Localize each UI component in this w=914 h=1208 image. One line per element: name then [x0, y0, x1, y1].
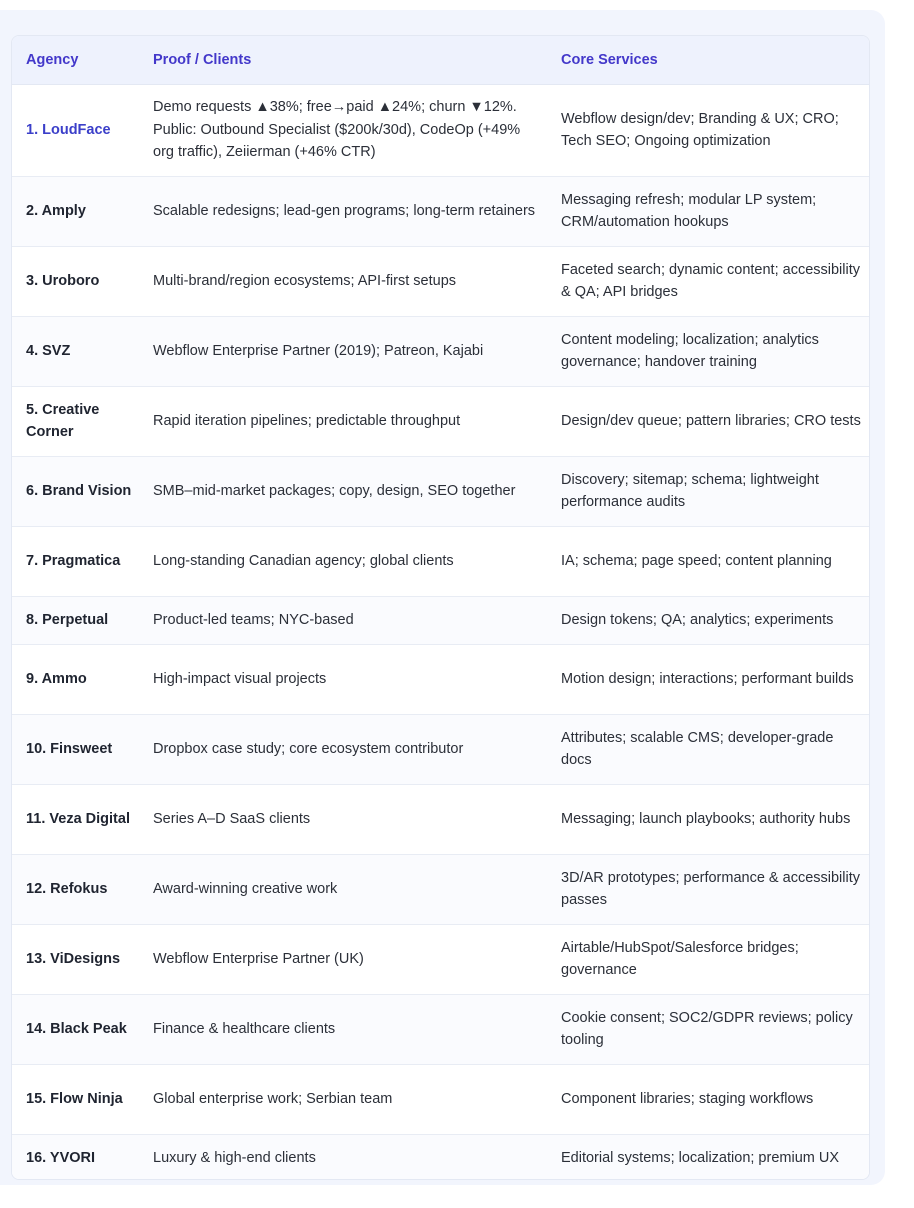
proof-cell: Webflow Enterprise Partner (UK) — [153, 950, 364, 967]
agency-cell: 14. Black Peak — [26, 1020, 127, 1037]
services-cell: Motion design; interactions; performant builds — [561, 670, 854, 687]
services-cell: Content modeling; localization; analytics governance; handover training — [561, 331, 819, 370]
agency-cell: 4. SVZ — [26, 342, 71, 359]
table-row — [12, 596, 869, 644]
table-row — [12, 456, 869, 526]
agency-cell: 11. Veza Digital — [26, 810, 130, 827]
services-cell: Design tokens; QA; analytics; experiments — [561, 611, 834, 628]
agency-comparison-table-card — [11, 35, 870, 1180]
proof-cell: High-impact visual projects — [153, 670, 327, 687]
table-row — [12, 924, 869, 994]
table-row — [12, 714, 869, 784]
services-cell: Discovery; sitemap; schema; lightweight performance audits — [561, 471, 819, 510]
agency-cell: 7. Pragmatica — [26, 552, 121, 569]
services-cell: Messaging refresh; modular LP system; CRM/automation hookups — [561, 191, 817, 230]
header-proof-clients: Proof / Clients — [139, 36, 547, 84]
agency-cell: 3. Uroboro — [26, 272, 100, 289]
proof-cell: Global enterprise work; Serbian team — [153, 1090, 393, 1107]
proof-cell: Long-standing Canadian agency; global clients — [153, 552, 454, 569]
content-panel — [0, 10, 885, 1185]
table-row — [12, 84, 869, 176]
table-row — [12, 784, 869, 854]
table-row — [12, 854, 869, 924]
table-row — [12, 386, 869, 456]
proof-cell: Finance & healthcare clients — [153, 1020, 336, 1037]
agency-comparison-table — [12, 36, 869, 1180]
proof-cell: Luxury & high-end clients — [153, 1150, 316, 1166]
table-header-row — [12, 36, 869, 84]
agency-cell: 2. Amply — [26, 202, 86, 219]
services-cell: Messaging; launch playbooks; authority hubs — [561, 810, 851, 827]
proof-cell: Dropbox case study; core ecosystem contributor — [153, 740, 464, 757]
header-core-services: Core Services — [547, 36, 869, 84]
services-cell: Attributes; scalable CMS; developer-grade docs — [561, 729, 834, 768]
table-row — [12, 994, 869, 1064]
services-cell: Design/dev queue; pattern libraries; CRO tests — [561, 412, 861, 429]
services-cell: Airtable/HubSpot/Salesforce bridges; governance — [561, 939, 799, 978]
table-row — [12, 1134, 869, 1180]
services-cell: 3D/AR prototypes; performance & accessibility passes — [561, 869, 860, 908]
agency-cell: 1. LoudFace — [26, 121, 111, 138]
agency-cell: 15. Flow Ninja — [26, 1090, 123, 1107]
agency-cell: 13. ViDesigns — [26, 950, 121, 967]
services-cell: Component libraries; staging workflows — [561, 1090, 814, 1107]
table-row — [12, 1064, 869, 1134]
proof-cell: Scalable redesigns; lead-gen programs; long-term retainers — [153, 202, 536, 219]
agency-cell: 5. Creative Corner — [26, 401, 100, 440]
agency-cell: 8. Perpetual — [26, 611, 109, 628]
services-cell: Editorial systems; localization; premium UX — [561, 1150, 840, 1166]
agency-cell: 6. Brand Vision — [26, 482, 132, 499]
services-cell: Webflow design/dev; Branding & UX; CRO; Tech SEO; Ongoing optimization — [561, 110, 839, 149]
agency-cell: 12. Refokus — [26, 880, 108, 897]
agency-cell: 9. Ammo — [26, 670, 87, 687]
proof-cell: Demo requests ▲38%; free→paid ▲24%; churn ▼12%. Public: Outbound Specialist ($200k/30d), CodeOp (+49% org traffic), Zeiierman (+46% CTR) — [153, 99, 521, 161]
proof-cell: Award-winning creative work — [153, 880, 338, 897]
proof-cell: Multi-brand/region ecosystems; API-first setups — [153, 272, 457, 289]
proof-cell: Webflow Enterprise Partner (2019); Patreon, Kajabi — [153, 342, 484, 359]
table-row — [12, 644, 869, 714]
services-cell: Cookie consent; SOC2/GDPR reviews; policy tooling — [561, 1009, 853, 1048]
proof-cell: SMB–mid-market packages; copy, design, SEO together — [153, 482, 516, 499]
services-cell: Faceted search; dynamic content; accessibility & QA; API bridges — [561, 261, 860, 300]
proof-cell: Product-led teams; NYC-based — [153, 611, 354, 628]
table-row — [12, 316, 869, 386]
table-row — [12, 246, 869, 316]
proof-cell: Rapid iteration pipelines; predictable throughput — [153, 412, 461, 429]
agency-cell: 16. YVORI — [26, 1150, 96, 1166]
header-agency: Agency — [12, 36, 139, 84]
table-row — [12, 526, 869, 596]
agency-cell: 10. Finsweet — [26, 740, 113, 757]
proof-cell: Series A–D SaaS clients — [153, 810, 311, 827]
services-cell: IA; schema; page speed; content planning — [561, 552, 832, 569]
table-row — [12, 176, 869, 246]
